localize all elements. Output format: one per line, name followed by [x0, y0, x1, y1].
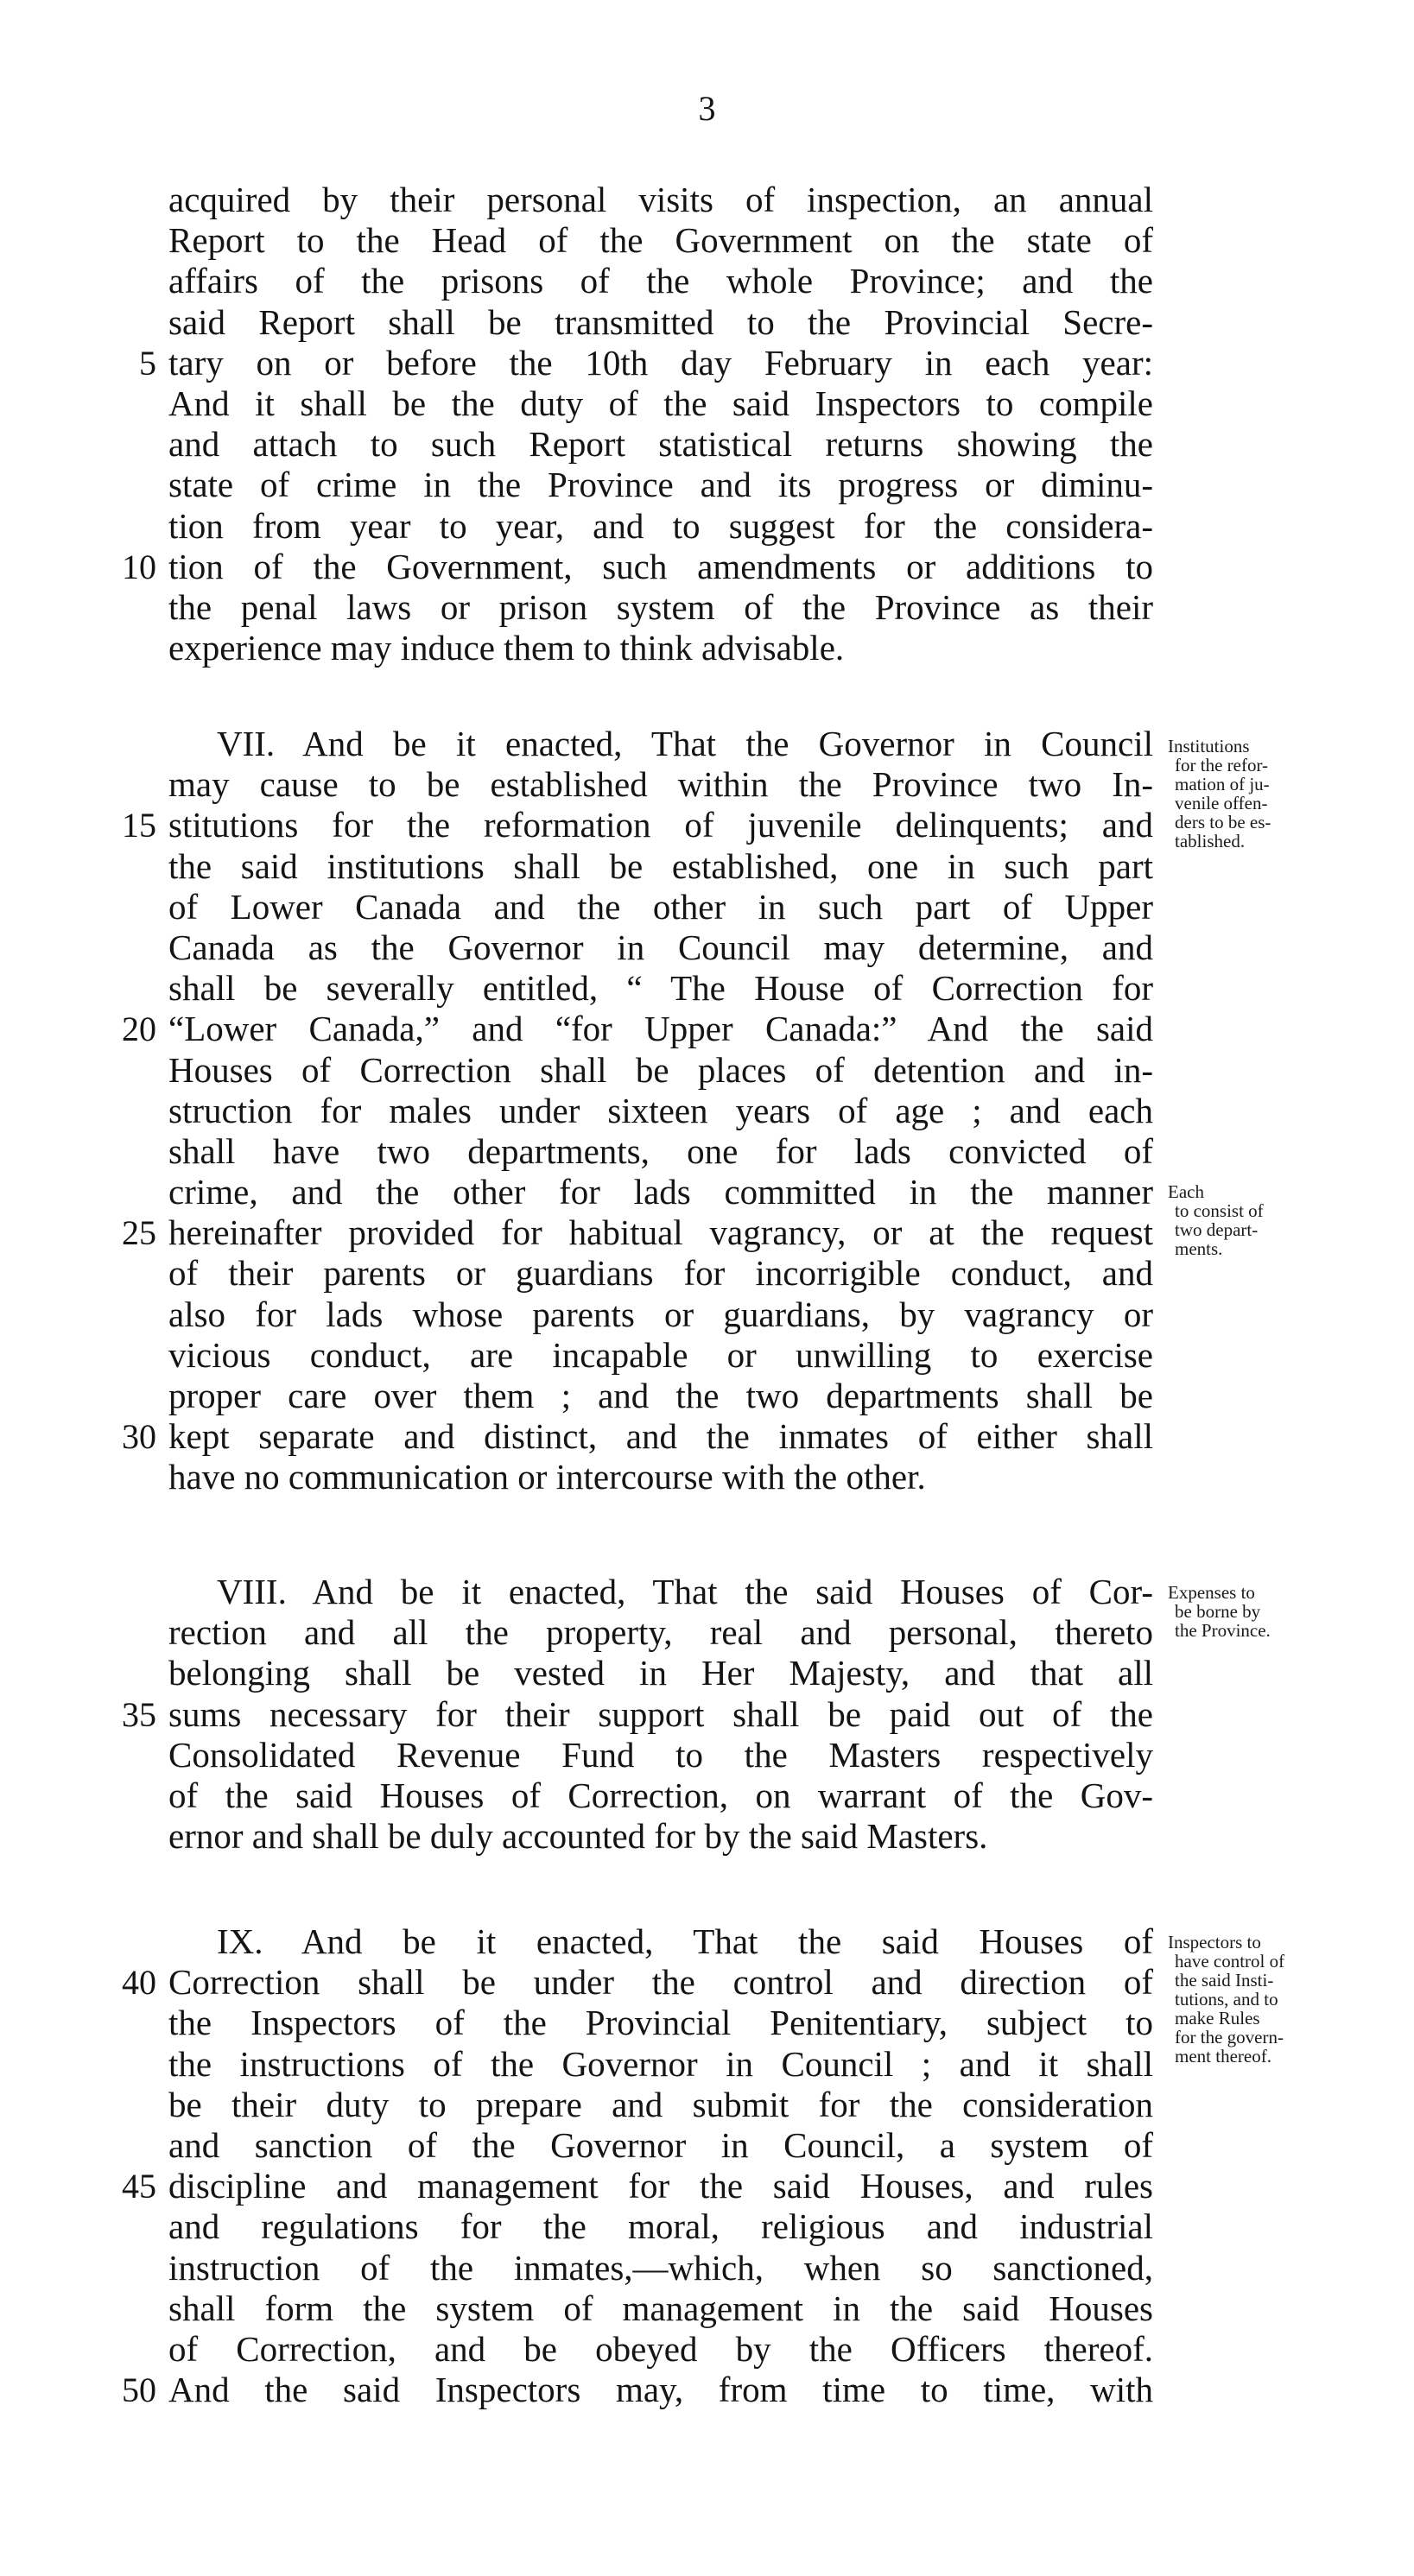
text-line	[168, 1457, 1153, 1497]
line-text: also for lads whose parents or guardians, by vagrancy or	[168, 1294, 1153, 1334]
line-text: tion from year to year, and to suggest for the considera-	[168, 505, 1153, 546]
line-text: Correction shall be under the control and direction of	[168, 1962, 1153, 2003]
text-line	[168, 1735, 1153, 1775]
sidenote-line: for the govern-	[1175, 2027, 1284, 2048]
text-line	[168, 220, 1153, 261]
line-text: sums necessary for their support shall be paid out of the	[168, 1693, 1153, 1734]
line-text: vicious conduct, are incapable or unwilling to exercise	[168, 1334, 1153, 1375]
text-line	[122, 2370, 1153, 2410]
line-text: VIII. And be it enacted, That the said Houses of Cor-	[217, 1572, 1153, 1611]
text-line	[168, 1816, 1153, 1857]
text-line	[168, 927, 1153, 968]
line-text: Canada as the Governor in Council may determine, and	[168, 927, 1153, 967]
line-text: and attach to such Report statistical returns showing the	[168, 424, 1153, 465]
line-number: 35	[122, 1694, 156, 1734]
line-text: Houses of Correction shall be places of detention and in-	[168, 1049, 1153, 1090]
line-text: ernor and shall be duly accounted for by the said Masters.	[168, 1816, 988, 1857]
text-line	[168, 724, 1153, 764]
sidenote-line: ders to be es-	[1175, 812, 1271, 832]
text-line	[168, 1775, 1153, 1816]
text-line	[168, 2125, 1153, 2166]
text-line	[168, 1131, 1153, 1172]
line-text: kept separate and distinct, and the inmates of either shall	[168, 1416, 1153, 1457]
text-line	[122, 1962, 1153, 2003]
text-line	[168, 506, 1153, 547]
text-line	[168, 1050, 1153, 1091]
line-number: 45	[122, 2167, 156, 2206]
line-text: rection and all the property, real and personal, thereto	[168, 1612, 1153, 1653]
line-text: belonging shall be vested in Her Majesty, and that all	[168, 1653, 1153, 1693]
text-line	[122, 1212, 1153, 1253]
page-number: 3	[698, 89, 716, 128]
sidenote-line: ments.	[1175, 1238, 1223, 1259]
line-text: state of crime in the Province and its progress or diminu-	[168, 465, 1153, 505]
sidenote-departments	[1168, 1182, 1341, 1258]
line-number: 50	[122, 2370, 156, 2410]
text-line	[168, 1091, 1153, 1131]
line-text: “Lower Canada,” and “for Upper Canada:” And the said	[168, 1009, 1153, 1049]
line-text: shall be severally entitled, “ The House of Correction for	[168, 968, 1153, 1009]
line-text: And the said Inspectors may, from time to time, with	[168, 2370, 1153, 2410]
sidenote-inspectors	[1168, 1933, 1341, 2066]
line-text: of their parents or guardians for incorrigible conduct, and	[168, 1253, 1153, 1294]
line-text: And it shall be the duty of the said Inspectors to compile	[168, 383, 1153, 423]
line-text: acquired by their personal visits of inspection, an annual	[168, 180, 1153, 219]
text-line	[122, 2166, 1153, 2206]
line-number: 20	[122, 1010, 156, 1049]
text-line	[168, 1294, 1153, 1335]
line-text: the said institutions shall be established, one in such part	[168, 845, 1153, 886]
line-number: 40	[122, 1963, 156, 2003]
line-text: hereinafter provided for habitual vagrancy, or at the request	[168, 1212, 1153, 1253]
text-line	[122, 546, 1153, 587]
text-line	[168, 587, 1153, 628]
sidenote-expenses	[1168, 1583, 1341, 1640]
text-line	[168, 465, 1153, 505]
paragraph-section-ix	[122, 1921, 1153, 2410]
line-text: proper care over them ; and the two departments shall be	[168, 1376, 1153, 1415]
line-text: of Correction, and be obeyed by the Officers thereof.	[168, 2328, 1153, 2369]
line-number: 15	[122, 806, 156, 845]
paragraph-section-vii	[122, 724, 1153, 1498]
line-text: have no communication or intercourse with the other.	[168, 1457, 926, 1497]
text-line	[168, 2044, 1153, 2085]
line-text: of Lower Canada and the other in such part of Upper	[168, 886, 1153, 927]
line-text: IX. And be it enacted, That the said Houses of	[217, 1921, 1153, 1961]
sidenote-line: for the refor-	[1175, 755, 1269, 775]
text-line	[168, 424, 1153, 465]
line-text: instruction of the inmates,—which, when so sanctioned,	[168, 2247, 1153, 2288]
paragraph-continuation	[122, 180, 1153, 668]
text-line	[168, 2248, 1153, 2288]
sidenote-line: Each	[1168, 1181, 1204, 1202]
line-text: affairs of the prisons of the whole Province; and the	[168, 261, 1153, 301]
text-line	[122, 805, 1153, 845]
sidenote-line: ment thereof.	[1175, 2046, 1271, 2066]
text-line	[122, 1693, 1153, 1735]
text-line	[168, 764, 1153, 805]
line-text: said Report shall be transmitted to the Provincial Secre-	[168, 301, 1153, 342]
text-line	[168, 1376, 1153, 1416]
line-text: crime, and the other for lads committed in the manner	[168, 1172, 1153, 1212]
text-line	[168, 1653, 1153, 1693]
text-line	[168, 2206, 1153, 2247]
text-line	[168, 2288, 1153, 2329]
sidenote-line: the said Insti-	[1175, 1970, 1274, 1991]
text-line	[168, 302, 1153, 343]
sidenote-institutions	[1168, 737, 1341, 851]
text-line	[168, 846, 1153, 887]
line-text: Report to the Head of the Government on the state of	[168, 220, 1153, 261]
line-text: the instructions of the Governor in Council ; and it shall	[168, 2043, 1153, 2084]
line-text: the Inspectors of the Provincial Penitentiary, subject to	[168, 2003, 1153, 2043]
sidenote-line: venile offen-	[1175, 793, 1268, 813]
line-text: of the said Houses of Correction, on warrant of the Gov-	[168, 1775, 1153, 1815]
line-number: 5	[139, 343, 156, 383]
paragraph-section-viii	[122, 1572, 1153, 1857]
line-text: be their duty to prepare and submit for the consideration	[168, 2084, 1153, 2124]
line-text: the penal laws or prison system of the Province as their	[168, 586, 1153, 627]
text-line	[168, 2003, 1153, 2043]
sidenote-line: have control of	[1175, 1951, 1285, 1972]
line-text: Consolidated Revenue Fund to the Masters respectively	[168, 1734, 1153, 1775]
text-line	[168, 2085, 1153, 2125]
line-number: 10	[122, 547, 156, 586]
line-text: struction for males under sixteen years of age ; and each	[168, 1090, 1153, 1130]
line-text: shall form the system of management in the said Houses	[168, 2288, 1153, 2328]
line-text: stitutions for the reformation of juvenile delinquents; and	[168, 805, 1153, 845]
text-line	[168, 628, 1153, 668]
line-number: 30	[122, 1417, 156, 1457]
line-text: shall have two departments, one for lads convicted of	[168, 1130, 1153, 1171]
text-line	[168, 383, 1153, 424]
text-line	[168, 1335, 1153, 1376]
sidenote-line: Inspectors to	[1168, 1932, 1261, 1953]
sidenote-line: tablished.	[1175, 831, 1246, 851]
text-line	[122, 1416, 1153, 1457]
sidenote-line: mation of ju-	[1175, 774, 1270, 794]
sidenote-line: Institutions	[1168, 736, 1250, 756]
text-line	[139, 342, 1153, 383]
text-line	[168, 1172, 1153, 1212]
text-line	[168, 261, 1153, 301]
text-line	[168, 1921, 1153, 1962]
line-number: 25	[122, 1213, 156, 1253]
line-text: tary on or before the 10th day February in each year:	[168, 342, 1153, 383]
text-line	[168, 2329, 1153, 2370]
sidenote-line: to consist of	[1175, 1200, 1264, 1221]
sidenote-line: tutions, and to	[1175, 1989, 1278, 2010]
text-line	[168, 887, 1153, 927]
sidenote-line: two depart-	[1175, 1219, 1259, 1240]
line-text: VII. And be it enacted, That the Governor in Council	[217, 724, 1153, 763]
sidenote-line: be borne by	[1175, 1601, 1261, 1622]
line-text: tion of the Government, such amendments or additions to	[168, 546, 1153, 586]
text-line	[168, 968, 1153, 1009]
text-line	[168, 1572, 1153, 1612]
text-line	[122, 1009, 1153, 1049]
line-text: experience may induce them to think advisable.	[168, 628, 845, 668]
line-text: discipline and management for the said Houses, and rules	[168, 2166, 1153, 2206]
line-text: may cause to be established within the Province two In-	[168, 764, 1153, 805]
sidenote-line: the Province.	[1175, 1620, 1271, 1641]
text-line	[168, 1253, 1153, 1294]
sidenote-line: make Rules	[1175, 2008, 1260, 2029]
line-text: and regulations for the moral, religious and industrial	[168, 2206, 1153, 2247]
text-line	[168, 180, 1153, 220]
text-line	[168, 1612, 1153, 1653]
line-text: and sanction of the Governor in Council, a system of	[168, 2124, 1153, 2165]
sidenote-line: Expenses to	[1168, 1582, 1255, 1603]
